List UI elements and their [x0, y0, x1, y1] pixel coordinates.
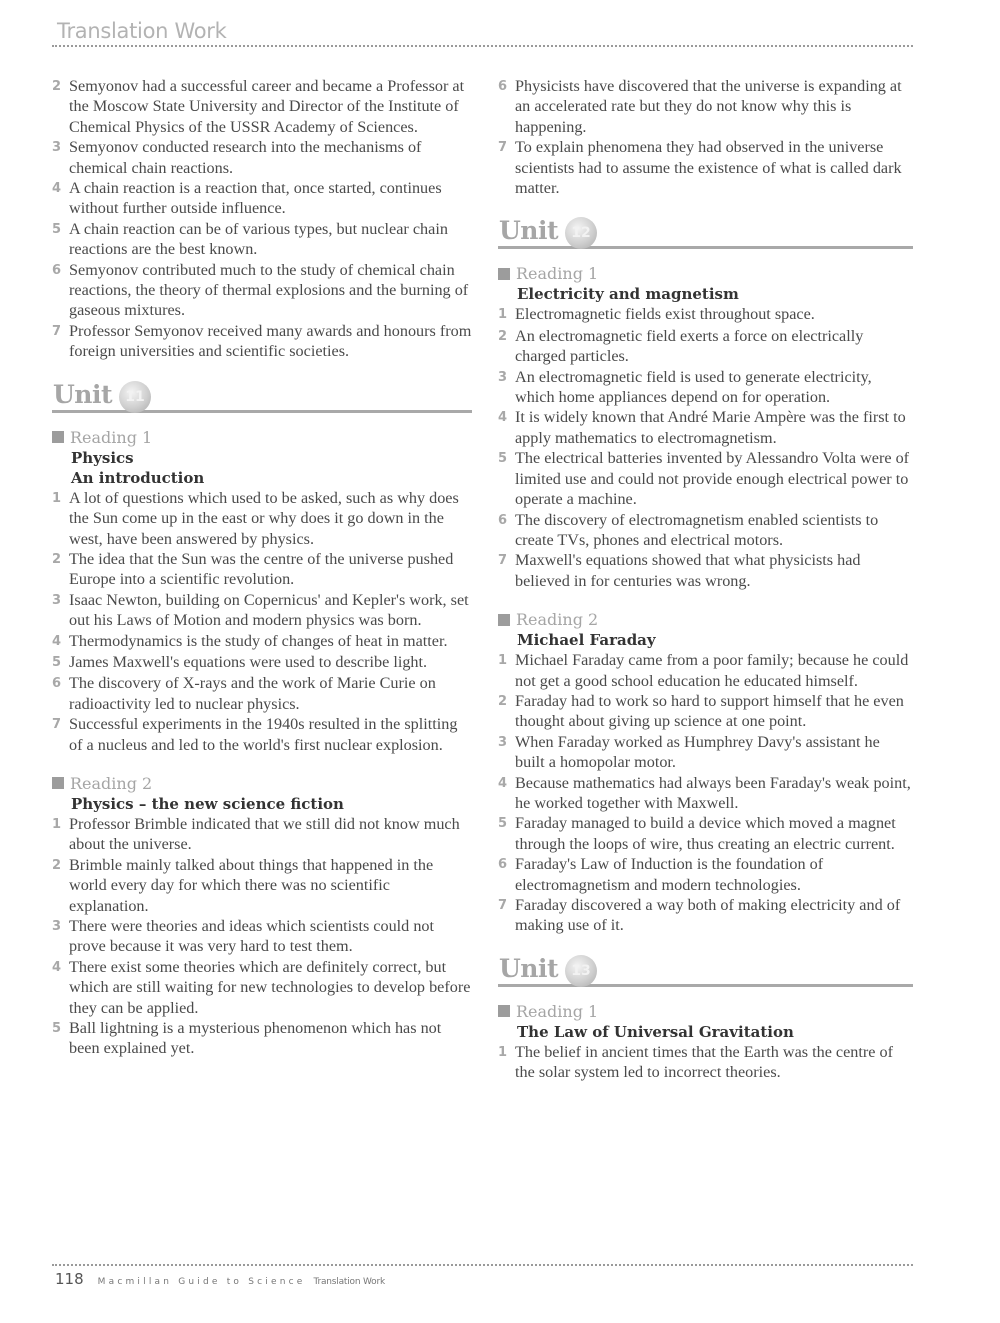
item-text: Semyonov had a successful career and became a Professor at the Moscow State University and Director of the Institute of Chemical Physics of the USSR Academy of Sciences. — [69, 77, 465, 136]
unit-number-badge: 13 — [565, 955, 597, 987]
list-item — [498, 326, 913, 367]
intro-list-left — [52, 76, 472, 362]
list-item — [52, 76, 472, 137]
square-bullet-icon — [498, 268, 510, 280]
square-bullet-icon — [498, 1005, 510, 1017]
item-number: 2 — [52, 551, 62, 567]
item-number: 3 — [498, 734, 508, 750]
item-number: 7 — [52, 717, 62, 733]
list-item — [498, 773, 913, 814]
page-footer — [55, 1270, 385, 1292]
unit-13-heading — [498, 948, 913, 987]
reading-title: Physics – the new science fiction — [71, 794, 344, 813]
square-bullet-icon — [52, 777, 64, 789]
list-item — [498, 854, 913, 895]
unit-label: Unit — [499, 953, 559, 983]
item-text: An electromagnetic field exerts a force on electrically charged particles. — [515, 326, 864, 366]
item-number: 4 — [52, 181, 62, 197]
list-item — [52, 260, 472, 321]
unit-label: Unit — [53, 379, 113, 409]
list-item — [52, 219, 472, 260]
item-text: An electromagnetic field is used to generate electricity, which home appliances depend on for operation. — [515, 367, 872, 407]
list-item — [52, 1018, 472, 1059]
list-item — [498, 304, 913, 325]
list-item — [52, 178, 472, 219]
reading-1-label — [498, 1001, 913, 1022]
item-text: James Maxwell's equations were used to describe light. — [69, 652, 428, 671]
item-number: 7 — [52, 323, 62, 339]
item-number: 4 — [52, 959, 62, 975]
book-title: Macmillan Guide to Science — [97, 1277, 306, 1287]
item-number: 4 — [498, 775, 508, 791]
item-text: Faraday discovered a way both of making electricity and of making use of it. — [515, 896, 901, 935]
item-number: 6 — [498, 79, 508, 94]
item-text: The discovery of X-rays and the work of Marie Curie on radioactivity led to nuclear physics. — [69, 674, 436, 713]
item-number: 5 — [52, 1021, 62, 1037]
item-number: 3 — [52, 919, 62, 934]
item-number: 2 — [498, 328, 508, 344]
item-text: Faraday's Law of Induction is the foundation of electromagnetism and modern technologies. — [515, 855, 824, 894]
list-item — [498, 510, 913, 551]
item-number: 6 — [498, 857, 508, 873]
item-text: To explain phenomena they had observed in the universe scientists had to assume the existence of what is called dark matter. — [515, 138, 902, 198]
reading-title: Physics — [71, 448, 134, 467]
list-item — [498, 650, 913, 691]
item-text: Ball lightning is a mysterious phenomenon which has not been explained yet. — [69, 1019, 442, 1058]
item-number: 7 — [498, 140, 508, 156]
item-text: The electrical batteries invented by Alessandro Volta were of limited use and could not provide enough electrical power to operate a machine. — [515, 449, 910, 509]
intro-list-right — [498, 76, 913, 198]
item-text: Maxwell's equations showed that what physicists had believed in for centuries was wrong. — [515, 551, 861, 590]
list-item — [498, 732, 913, 773]
unit-number-badge: 11 — [119, 381, 151, 413]
left-column — [52, 76, 472, 1059]
item-text: Thermodynamics is the study of changes of heat in matter. — [69, 631, 448, 650]
reading-title: Michael Faraday — [517, 631, 656, 650]
item-number: 3 — [52, 592, 62, 608]
item-number: 1 — [498, 653, 508, 669]
item-text: The discovery of electromagnetism enabled scientists to create TVs, phones and electrical motors. — [515, 510, 879, 549]
reading-1-list — [52, 488, 472, 755]
reading-label-text: Reading 1 — [516, 1001, 599, 1021]
square-bullet-icon — [52, 431, 64, 443]
item-number: 6 — [498, 512, 508, 528]
item-text: Brimble mainly talked about things that happened in the world every day for which there was no scientific explanation. — [69, 855, 434, 915]
list-item — [498, 691, 913, 732]
item-number: 1 — [52, 490, 62, 506]
item-number: 5 — [498, 451, 508, 467]
item-number: 5 — [498, 816, 508, 832]
list-item — [498, 895, 913, 936]
reading-title: The Law of Universal Gravitation — [517, 1022, 794, 1041]
list-item — [498, 1042, 913, 1083]
reading-2-label — [498, 609, 913, 630]
square-bullet-icon — [498, 614, 510, 626]
list-item — [52, 488, 472, 549]
item-text: Physicists have discovered that the universe is expanding at an accelerated rate but they do not know why this is happening. — [515, 77, 902, 136]
item-text: It is widely known that André Marie Ampère was the first to apply mathematics to electromagnetism. — [515, 408, 906, 447]
item-number: 7 — [498, 898, 508, 913]
item-text: There were theories and ideas which scientists could not prove because it was very hard to test them. — [69, 917, 435, 956]
item-text: Faraday had to work so hard to support himself that he even thought about giving up science at one point. — [515, 691, 904, 731]
list-item — [52, 321, 472, 362]
reading-label-text: Reading 2 — [70, 773, 153, 793]
item-text: Faraday managed to build a device which moved a magnet through the loops of wire, thus creating an electric current. — [515, 814, 896, 853]
page-number: 118 — [55, 1270, 84, 1288]
list-item — [52, 957, 472, 1018]
unit-label: Unit — [499, 216, 559, 246]
unit-13-reading-1-list — [498, 1042, 913, 1083]
item-number: 6 — [52, 262, 62, 278]
unit-12-heading — [498, 210, 913, 249]
item-text: Successful experiments in the 1940s resulted in the splitting of a nucleus and led to the world's first nuclear explosion. — [69, 715, 458, 754]
item-number: 4 — [52, 633, 62, 649]
item-number: 3 — [498, 369, 508, 385]
item-number: 5 — [52, 221, 62, 237]
item-text: Michael Faraday came from a poor family; because he could not get a good school education he educated himself. — [515, 651, 909, 690]
item-text: The belief in ancient times that the Earth was the centre of the solar system led to incorrect theories. — [515, 1042, 894, 1082]
reading-label-text: Reading 1 — [516, 264, 599, 284]
header-dotted-rule — [52, 45, 913, 47]
list-item — [52, 549, 472, 590]
reading-label-text: Reading 2 — [516, 610, 599, 630]
running-header-title: Translation Work — [57, 19, 227, 43]
right-column — [498, 76, 913, 1083]
item-text: The idea that the Sun was the centre of the universe pushed Europe into a scientific revolution. — [69, 549, 454, 589]
unit-12-reading-1-list — [498, 304, 913, 591]
list-item — [498, 76, 913, 137]
list-item — [498, 550, 913, 591]
item-number: 6 — [52, 676, 62, 692]
item-number: 3 — [52, 140, 62, 156]
footer-dotted-rule — [52, 1264, 913, 1266]
item-text: A lot of questions which used to be asked, such as why does the Sun come up in the east or why does it go down in the west, have been answered by physics. — [69, 488, 459, 548]
item-text: Because mathematics had always been Faraday's weak point, he worked together with Maxwell. — [515, 773, 911, 812]
list-item — [498, 407, 913, 448]
item-number: 4 — [498, 410, 508, 426]
list-item — [52, 590, 472, 631]
item-number: 1 — [498, 307, 508, 323]
reading-subtitle: An introduction — [71, 468, 205, 487]
list-item — [498, 448, 913, 509]
reading-1-label — [52, 427, 472, 448]
list-item — [52, 855, 472, 916]
list-item — [52, 631, 472, 652]
list-item — [498, 137, 913, 198]
list-item — [52, 714, 472, 755]
list-item — [52, 652, 472, 673]
item-text: Isaac Newton, building on Copernicus' and Kepler's work, set out his Laws of Motion and modern physics was born. — [69, 590, 469, 630]
item-number: 1 — [498, 1044, 508, 1060]
item-number: 2 — [52, 857, 62, 873]
item-text: A chain reaction can be of various types, but nuclear chain reactions are the best known. — [69, 219, 448, 259]
reading-title: Electricity and magnetism — [517, 285, 739, 304]
item-text: Electromagnetic fields exist throughout space. — [515, 305, 815, 324]
unit-11-heading — [52, 374, 472, 413]
item-text: Professor Semyonov received many awards and honours from foreign universities and scientific societies. — [69, 321, 472, 361]
item-text: A chain reaction is a reaction that, once started, continues without further outside influence. — [69, 179, 442, 218]
footer-section: Translation Work — [313, 1277, 385, 1287]
unit-number-badge: 12 — [565, 217, 597, 249]
item-text: Professor Brimble indicated that we still did not know much about the universe. — [69, 814, 460, 854]
item-text: There exist some theories which are definitely correct, but which are still waiting for new technologies to develop before they can be applied. — [69, 957, 471, 1017]
reading-label-text: Reading 1 — [70, 427, 153, 447]
item-number: 5 — [52, 654, 62, 670]
item-text: Semyonov contributed much to the study of chemical chain reactions, the theory of thermal explosions and the burning of gaseous mixtures. — [69, 260, 469, 320]
list-item — [52, 916, 472, 957]
reading-2-list — [52, 814, 472, 1059]
reading-2-label — [52, 773, 472, 794]
item-number: 2 — [52, 79, 62, 94]
list-item — [52, 814, 472, 855]
item-number: 7 — [498, 553, 508, 569]
item-text: Semyonov conducted research into the mechanisms of chemical chain reactions. — [69, 138, 422, 177]
reading-1-label — [498, 263, 913, 284]
item-text: When Faraday worked as Humphrey Davy's assistant he built a homopolar motor. — [515, 732, 880, 772]
item-number: 1 — [52, 816, 62, 832]
list-item — [52, 673, 472, 714]
item-number: 2 — [498, 693, 508, 709]
list-item — [498, 367, 913, 408]
list-item — [498, 813, 913, 854]
list-item — [52, 137, 472, 178]
unit-12-reading-2-list — [498, 650, 913, 936]
